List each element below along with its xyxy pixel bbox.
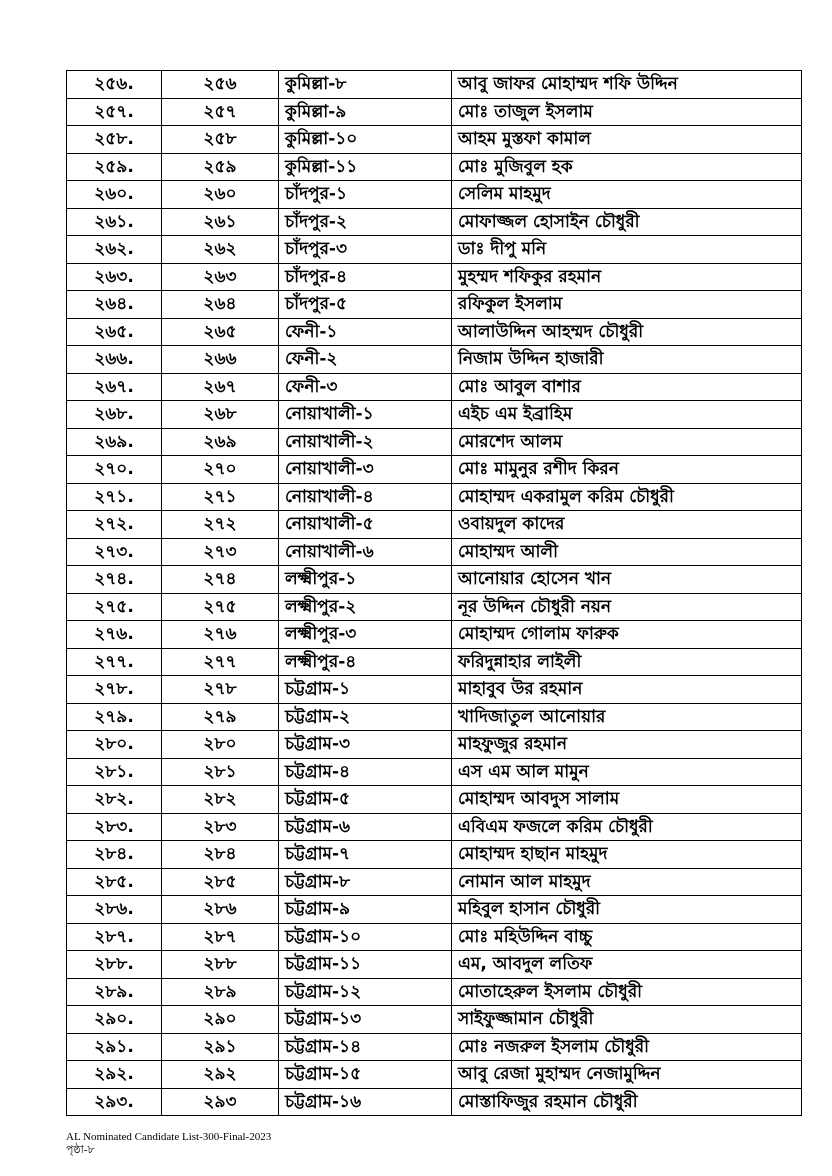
- seat-number-cell: ২৬৫: [162, 318, 279, 346]
- table-row: [67, 511, 802, 539]
- candidate-name-cell: মোহাম্মদ একরামুল করিম চৌধুরী: [452, 483, 802, 511]
- candidate-name-cell: ফরিদুন্নাহার লাইলী: [452, 648, 802, 676]
- constituency-cell: চট্টগ্রাম-৪: [279, 758, 452, 786]
- table-row: [67, 813, 802, 841]
- seat-number-cell: ২৮৩: [162, 813, 279, 841]
- serial-number-cell: ২৭৭.: [67, 648, 162, 676]
- table-row: [67, 346, 802, 374]
- seat-number-cell: ২৬৯: [162, 428, 279, 456]
- candidate-name-cell: মোরশেদ আলম: [452, 428, 802, 456]
- table-row: [67, 1006, 802, 1034]
- seat-number-cell: ২৬৬: [162, 346, 279, 374]
- table-row: [67, 786, 802, 814]
- serial-number-cell: ২৫৮.: [67, 126, 162, 154]
- table-row: [67, 181, 802, 209]
- table-row: [67, 648, 802, 676]
- serial-number-cell: ২৭৮.: [67, 676, 162, 704]
- candidate-name-cell: রফিকুল ইসলাম: [452, 291, 802, 319]
- serial-number-cell: ২৭১.: [67, 483, 162, 511]
- serial-number-cell: ২৫৯.: [67, 153, 162, 181]
- document-name: AL Nominated Candidate List-300-Final-2023: [66, 1131, 272, 1143]
- candidate-name-cell: নোমান আল মাহমুদ: [452, 868, 802, 896]
- seat-number-cell: ২৭৫: [162, 593, 279, 621]
- serial-number-cell: ২৭৯.: [67, 703, 162, 731]
- serial-number-cell: ২৬৭.: [67, 373, 162, 401]
- table-row: [67, 71, 802, 99]
- page-number: পৃষ্ঠা-৮: [66, 1144, 95, 1156]
- candidate-name-cell: মোঃ নজরুল ইসলাম চৌধুরী: [452, 1033, 802, 1061]
- serial-number-cell: ২৭২.: [67, 511, 162, 539]
- seat-number-cell: ২৭৯: [162, 703, 279, 731]
- constituency-cell: ফেনী-১: [279, 318, 452, 346]
- constituency-cell: চট্টগ্রাম-১৫: [279, 1061, 452, 1089]
- constituency-cell: চাঁদপুর-১: [279, 181, 452, 209]
- table-row: [67, 1088, 802, 1116]
- candidate-name-cell: মাহাবুব উর রহমান: [452, 676, 802, 704]
- constituency-cell: নোয়াখালী-৫: [279, 511, 452, 539]
- serial-number-cell: ২৮৫.: [67, 868, 162, 896]
- candidate-name-cell: এম, আবদুল লতিফ: [452, 951, 802, 979]
- table-row: [67, 758, 802, 786]
- candidate-name-cell: ওবায়দুল কাদের: [452, 511, 802, 539]
- candidate-name-cell: মোঃ মুজিবুল হক: [452, 153, 802, 181]
- candidate-name-cell: সেলিম মাহমুদ: [452, 181, 802, 209]
- constituency-cell: নোয়াখালী-২: [279, 428, 452, 456]
- serial-number-cell: ২৬৩.: [67, 263, 162, 291]
- table-row: [67, 566, 802, 594]
- constituency-cell: ফেনী-২: [279, 346, 452, 374]
- seat-number-cell: ২৮১: [162, 758, 279, 786]
- candidate-name-cell: মোহাম্মদ গোলাম ফারুক: [452, 621, 802, 649]
- constituency-cell: নোয়াখালী-৬: [279, 538, 452, 566]
- table-row: [67, 951, 802, 979]
- table-row: [67, 483, 802, 511]
- serial-number-cell: ২৬৮.: [67, 401, 162, 429]
- seat-number-cell: ২৬৪: [162, 291, 279, 319]
- seat-number-cell: ২৯০: [162, 1006, 279, 1034]
- seat-number-cell: ২৬০: [162, 181, 279, 209]
- constituency-cell: চাঁদপুর-৪: [279, 263, 452, 291]
- serial-number-cell: ২৮০.: [67, 731, 162, 759]
- serial-number-cell: ২৯১.: [67, 1033, 162, 1061]
- table-row: [67, 868, 802, 896]
- constituency-cell: চট্টগ্রাম-১২: [279, 978, 452, 1006]
- table-row: [67, 291, 802, 319]
- seat-number-cell: ২৮০: [162, 731, 279, 759]
- serial-number-cell: ২৮৪.: [67, 841, 162, 869]
- constituency-cell: লক্ষ্মীপুর-৩: [279, 621, 452, 649]
- table-row: [67, 428, 802, 456]
- seat-number-cell: ২৫৯: [162, 153, 279, 181]
- table-row: [67, 98, 802, 126]
- seat-number-cell: ২৯৩: [162, 1088, 279, 1116]
- page-footer: [66, 1131, 271, 1157]
- candidate-name-cell: মোঃ মামুনুর রশীদ কিরন: [452, 456, 802, 484]
- candidate-name-cell: মোহাম্মদ আবদুস সালাম: [452, 786, 802, 814]
- seat-number-cell: ২৬৩: [162, 263, 279, 291]
- serial-number-cell: ২৮৩.: [67, 813, 162, 841]
- table-row: [67, 153, 802, 181]
- candidate-name-cell: সাইফুজ্জামান চৌধুরী: [452, 1006, 802, 1034]
- serial-number-cell: ২৭৩.: [67, 538, 162, 566]
- constituency-cell: চট্টগ্রাম-১৪: [279, 1033, 452, 1061]
- constituency-cell: চট্টগ্রাম-১৩: [279, 1006, 452, 1034]
- serial-number-cell: ২৬০.: [67, 181, 162, 209]
- serial-number-cell: ২৮৬.: [67, 896, 162, 924]
- seat-number-cell: ২৮৯: [162, 978, 279, 1006]
- serial-number-cell: ২৬২.: [67, 236, 162, 264]
- serial-number-cell: ২৯০.: [67, 1006, 162, 1034]
- candidate-name-cell: মোঃ আবুল বাশার: [452, 373, 802, 401]
- constituency-cell: চট্টগ্রাম-৭: [279, 841, 452, 869]
- table-row: [67, 373, 802, 401]
- serial-number-cell: ২৭৬.: [67, 621, 162, 649]
- seat-number-cell: ২৮২: [162, 786, 279, 814]
- candidate-name-cell: এবিএম ফজলে করিম চৌধুরী: [452, 813, 802, 841]
- candidate-name-cell: মোহাম্মদ হাছান মাহমুদ: [452, 841, 802, 869]
- seat-number-cell: ২৭৮: [162, 676, 279, 704]
- serial-number-cell: ২৮২.: [67, 786, 162, 814]
- candidate-name-cell: এইচ এম ইব্রাহিম: [452, 401, 802, 429]
- seat-number-cell: ২৫৮: [162, 126, 279, 154]
- serial-number-cell: ২৫৭.: [67, 98, 162, 126]
- seat-number-cell: ২৭২: [162, 511, 279, 539]
- table-row: [67, 263, 802, 291]
- table-row: [67, 126, 802, 154]
- constituency-cell: নোয়াখালী-১: [279, 401, 452, 429]
- candidate-name-cell: মোঃ মহিউদ্দিন বাচ্চু: [452, 923, 802, 951]
- seat-number-cell: ২৮৪: [162, 841, 279, 869]
- constituency-cell: ফেনী-৩: [279, 373, 452, 401]
- constituency-cell: লক্ষ্মীপুর-৪: [279, 648, 452, 676]
- serial-number-cell: ২৬১.: [67, 208, 162, 236]
- constituency-cell: চট্টগ্রাম-১: [279, 676, 452, 704]
- constituency-cell: চট্টগ্রাম-২: [279, 703, 452, 731]
- candidate-name-cell: মোস্তাফিজুর রহমান চৌধুরী: [452, 1088, 802, 1116]
- seat-number-cell: ২৮৫: [162, 868, 279, 896]
- table-row: [67, 703, 802, 731]
- serial-number-cell: ২৬৫.: [67, 318, 162, 346]
- seat-number-cell: ২৭১: [162, 483, 279, 511]
- table-row: [67, 318, 802, 346]
- table-row: [67, 1033, 802, 1061]
- constituency-cell: কুমিল্লা-৮: [279, 71, 452, 99]
- table-row: [67, 731, 802, 759]
- candidate-name-cell: মোঃ তাজুল ইসলাম: [452, 98, 802, 126]
- candidate-name-cell: ডাঃ দীপু মনি: [452, 236, 802, 264]
- constituency-cell: চাঁদপুর-৫: [279, 291, 452, 319]
- constituency-cell: কুমিল্লা-১১: [279, 153, 452, 181]
- constituency-cell: চট্টগ্রাম-১০: [279, 923, 452, 951]
- table-row: [67, 923, 802, 951]
- candidate-name-cell: আবু রেজা মুহাম্মদ নেজামুদ্দিন: [452, 1061, 802, 1089]
- constituency-cell: চট্টগ্রাম-১১: [279, 951, 452, 979]
- candidate-name-cell: মহিবুল হাসান চৌধুরী: [452, 896, 802, 924]
- candidate-name-cell: এস এম আল মামুন: [452, 758, 802, 786]
- table-row: [67, 621, 802, 649]
- serial-number-cell: ২৭০.: [67, 456, 162, 484]
- serial-number-cell: ২৮৯.: [67, 978, 162, 1006]
- serial-number-cell: ২৭৫.: [67, 593, 162, 621]
- constituency-cell: কুমিল্লা-১০: [279, 126, 452, 154]
- constituency-cell: চট্টগ্রাম-৯: [279, 896, 452, 924]
- seat-number-cell: ২৯১: [162, 1033, 279, 1061]
- seat-number-cell: ২৮৭: [162, 923, 279, 951]
- seat-number-cell: ২৭৪: [162, 566, 279, 594]
- constituency-cell: চট্টগ্রাম-৩: [279, 731, 452, 759]
- constituency-cell: চাঁদপুর-২: [279, 208, 452, 236]
- constituency-cell: লক্ষ্মীপুর-১: [279, 566, 452, 594]
- table-row: [67, 896, 802, 924]
- constituency-cell: নোয়াখালী-৩: [279, 456, 452, 484]
- constituency-cell: চট্টগ্রাম-৮: [279, 868, 452, 896]
- candidate-table-body: [67, 71, 802, 1116]
- constituency-cell: চট্টগ্রাম-৬: [279, 813, 452, 841]
- serial-number-cell: ২৬৬.: [67, 346, 162, 374]
- candidate-name-cell: নিজাম উদ্দিন হাজারী: [452, 346, 802, 374]
- table-row: [67, 401, 802, 429]
- candidate-name-cell: মুহম্মদ শফিকুর রহমান: [452, 263, 802, 291]
- serial-number-cell: ২৬৪.: [67, 291, 162, 319]
- serial-number-cell: ২৮৮.: [67, 951, 162, 979]
- serial-number-cell: ২৮১.: [67, 758, 162, 786]
- table-row: [67, 236, 802, 264]
- candidate-name-cell: আহম মুস্তফা কামাল: [452, 126, 802, 154]
- seat-number-cell: ২৮৮: [162, 951, 279, 979]
- seat-number-cell: ২৯২: [162, 1061, 279, 1089]
- candidate-name-cell: নূর উদ্দিন চৌধুরী নয়ন: [452, 593, 802, 621]
- seat-number-cell: ২৬২: [162, 236, 279, 264]
- candidate-table: [66, 70, 802, 1116]
- candidate-name-cell: মোফাজ্জল হোসাইন চৌধুরী: [452, 208, 802, 236]
- candidate-name-cell: মোতাহেরুল ইসলাম চৌধুরী: [452, 978, 802, 1006]
- constituency-cell: চাঁদপুর-৩: [279, 236, 452, 264]
- seat-number-cell: ২৬৭: [162, 373, 279, 401]
- seat-number-cell: ২৫৬: [162, 71, 279, 99]
- seat-number-cell: ২৫৭: [162, 98, 279, 126]
- table-row: [67, 456, 802, 484]
- constituency-cell: নোয়াখালী-৪: [279, 483, 452, 511]
- constituency-cell: কুমিল্লা-৯: [279, 98, 452, 126]
- serial-number-cell: ২৭৪.: [67, 566, 162, 594]
- serial-number-cell: ২৮৭.: [67, 923, 162, 951]
- table-row: [67, 1061, 802, 1089]
- constituency-cell: চট্টগ্রাম-৫: [279, 786, 452, 814]
- serial-number-cell: ২৯২.: [67, 1061, 162, 1089]
- candidate-name-cell: খাদিজাতুল আনোয়ার: [452, 703, 802, 731]
- candidate-name-cell: মোহাম্মদ আলী: [452, 538, 802, 566]
- table-row: [67, 593, 802, 621]
- constituency-cell: চট্টগ্রাম-১৬: [279, 1088, 452, 1116]
- table-row: [67, 676, 802, 704]
- seat-number-cell: ২৭০: [162, 456, 279, 484]
- seat-number-cell: ২৭৬: [162, 621, 279, 649]
- seat-number-cell: ২৬১: [162, 208, 279, 236]
- serial-number-cell: ২৯৩.: [67, 1088, 162, 1116]
- candidate-name-cell: আবু জাফর মোহাম্মদ শফি উদ্দিন: [452, 71, 802, 99]
- seat-number-cell: ২৬৮: [162, 401, 279, 429]
- table-row: [67, 538, 802, 566]
- candidate-name-cell: আনোয়ার হোসেন খান: [452, 566, 802, 594]
- table-row: [67, 978, 802, 1006]
- table-row: [67, 208, 802, 236]
- serial-number-cell: ২৫৬.: [67, 71, 162, 99]
- seat-number-cell: ২৮৬: [162, 896, 279, 924]
- candidate-name-cell: মাহফুজুর রহমান: [452, 731, 802, 759]
- table-row: [67, 841, 802, 869]
- candidate-name-cell: আলাউদ্দিন আহম্মদ চৌধুরী: [452, 318, 802, 346]
- seat-number-cell: ২৭৭: [162, 648, 279, 676]
- seat-number-cell: ২৭৩: [162, 538, 279, 566]
- serial-number-cell: ২৬৯.: [67, 428, 162, 456]
- constituency-cell: লক্ষ্মীপুর-২: [279, 593, 452, 621]
